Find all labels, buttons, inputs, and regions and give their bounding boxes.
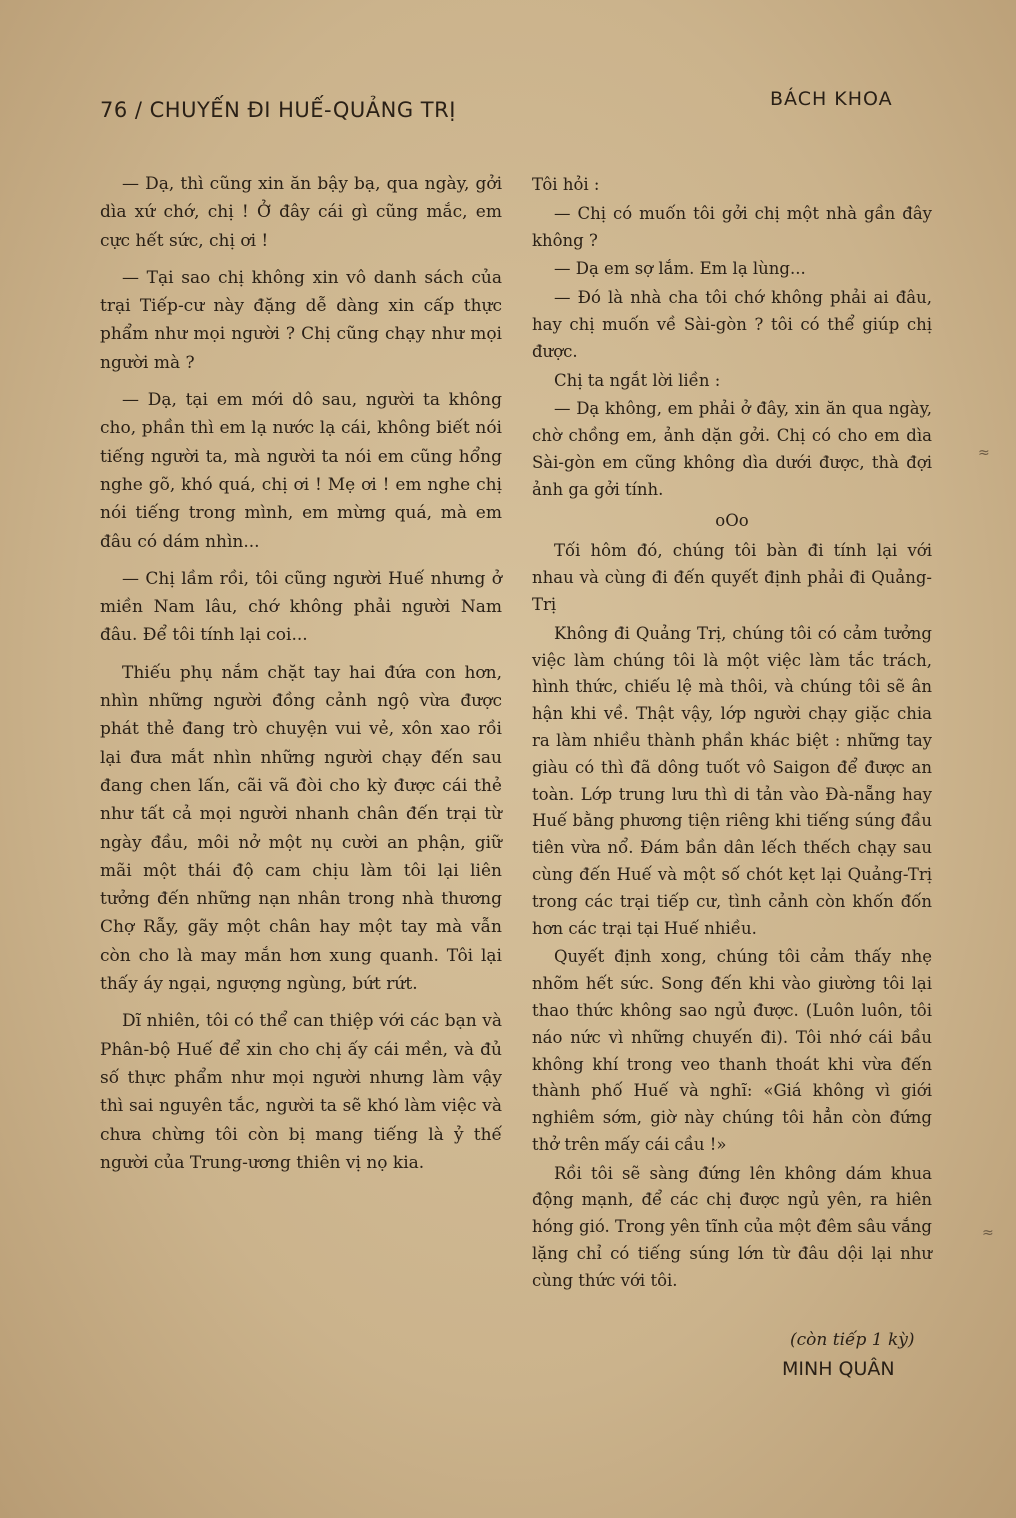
paragraph: Chị ta ngắt lời liền : — [554, 370, 721, 390]
continued-note: (còn tiếp 1 kỳ) — [790, 1330, 915, 1350]
magazine-name: BÁCH KHOA — [770, 88, 893, 110]
author-signature: MINH QUÂN — [782, 1358, 895, 1380]
margin-mark: ≈ — [978, 445, 990, 461]
column-left — [100, 170, 502, 1186]
paragraph: — Chị lầm rồi, tôi cũng người Huế nhưng ở miền Nam lâu, chớ không phải người Nam đâu. Để tôi tính lại coi... — [100, 568, 502, 646]
margin-mark: ≈ — [982, 1225, 994, 1241]
paragraph: Không đi Quảng Trị, chúng tôi có cảm tưởng việc làm chúng tôi là một việc làm tắc trách, hình thức, chiếu lệ mà thôi, và chúng tôi sẽ ân hận khi về. Thật vậy, lớp người chạy giặc chia ra làm nhiều thành phần khác biệt : những tay giàu có thì đã dông tuốt vô Saigon để được an toàn. Lớp trung lưu thì di tản vào Đà-nẵng hay Huế bằng phương tiện riêng khi tiếng súng đầu tiên vừa nổ. Đám bần dân lếch thếch chạy sau cùng đến Huế và một số chót kẹt lại Quảng-Trị trong các trại tiếp cư, tình cảnh còn khốn đốn hơn các trại tại Huế nhiều. — [532, 623, 932, 938]
paragraph: — Tại sao chị không xin vô danh sách của trại Tiếp-cư này đặng dễ dàng xin cấp thực phẩm như mọi người ? Chị cũng chạy như mọi người mà ? — [100, 267, 502, 373]
paragraph: — Dạ, thì cũng xin ăn bậy bạ, qua ngày, gởi dìa xứ chớ, chị ! Ở đây cái gì cũng mắc, em cực hết sức, chị ơi ! — [100, 174, 502, 251]
section-separator: oOo — [715, 510, 749, 530]
paragraph: Tôi hỏi : — [532, 175, 600, 194]
paragraph: — Dạ em sợ lắm. Em lạ lùng... — [554, 259, 806, 279]
paragraph: Tối hôm đó, chúng tôi bàn đi tính lại với nhau và cùng đi đến quyết định phải đi Quảng-Trị — [532, 541, 932, 614]
paragraph: Thiếu phụ nắm chặt tay hai đứa con hơn, nhìn những người đồng cảnh ngộ vừa được phát thẻ đang trò chuyện vui vẻ, xôn xao rồi lại đưa mắt nhìn những người chạy đến sau đang chen lấn, cãi vã đòi cho kỳ được cái thẻ như tất cả mọi người nhanh chân đến trại từ ngày đầu, môi nở một nụ cười an phận, giữ mãi một thái độ cam chịu làm tôi lại liên tưởng đến những nạn nhân trong nhà thương Chợ Rẫy, gãy một chân hay một tay mà vẫn còn cho là may mắn hơn xung quanh. Tôi lại thấy áy ngại, ngượng ngùng, bứt rứt. — [100, 662, 502, 995]
paragraph: Dĩ nhiên, tôi có thể can thiệp với các bạn và Phân-bộ Huế để xin cho chị ấy cái mền, và đủ số thực phẩm như mọi người nhưng làm vậy thì sai nguyên tắc, người ta sẽ khó làm việc và chưa chừng tôi còn bị mang tiếng là ỷ thế người của Trung-ương thiên vị nọ kia. — [100, 1011, 502, 1173]
paragraph: — Đó là nhà cha tôi chớ không phải ai đâu, hay chị muốn về Sài-gòn ? tôi có thể giúp chị được. — [532, 288, 932, 361]
paragraph: — Dạ, tại em mới dô sau, người ta không cho, phần thì em lạ nước lạ cái, không biết nói tiếng người ta, mà người ta nói em cũng hổng nghe gõ, khó quá, chị ơi ! Mẹ ơi ! em nghe chị nói tiếng trong mình, em mừng quá, mà em đâu có dám nhìn... — [100, 390, 502, 552]
paragraph: — Chị có muốn tôi gởi chị một nhà gần đây không ? — [532, 203, 932, 250]
paragraph: — Dạ không, em phải ở đây, xin ăn qua ngày, chờ chồng em, ảnh dặn gởi. Chị có cho em dìa Sài-gòn em cũng không dìa dưới được, thà đợi ảnh ga gởi tính. — [532, 399, 932, 499]
column-right — [532, 172, 932, 1297]
page-header-title: 76 / CHUYẾN ĐI HUẾ-QUẢNG TRỊ — [100, 98, 456, 122]
paragraph: Rồi tôi sẽ sàng đứng lên không dám khua động mạnh, để các chị được ngủ yên, ra hiên hóng gió. Trong yên tĩnh của một đêm sâu vắng lặng chỉ có tiếng súng lớn từ đâu dội lại như cùng thức với tôi. — [532, 1163, 932, 1290]
paragraph: Quyết định xong, chúng tôi cảm thấy nhẹ nhõm hết sức. Song đến khi vào giường tôi lại thao thức không sao ngủ được. (Luôn luôn, tôi náo nức vì những chuyến đi). Tôi nhớ cái bầu không khí trong veo thanh thoát khi vừa đến thành phố Huế và nghĩ: «Giá không vì giới nghiêm sớm, giờ này chúng tôi hẳn còn đứng thở trên mấy cái cầu !» — [532, 947, 932, 1154]
